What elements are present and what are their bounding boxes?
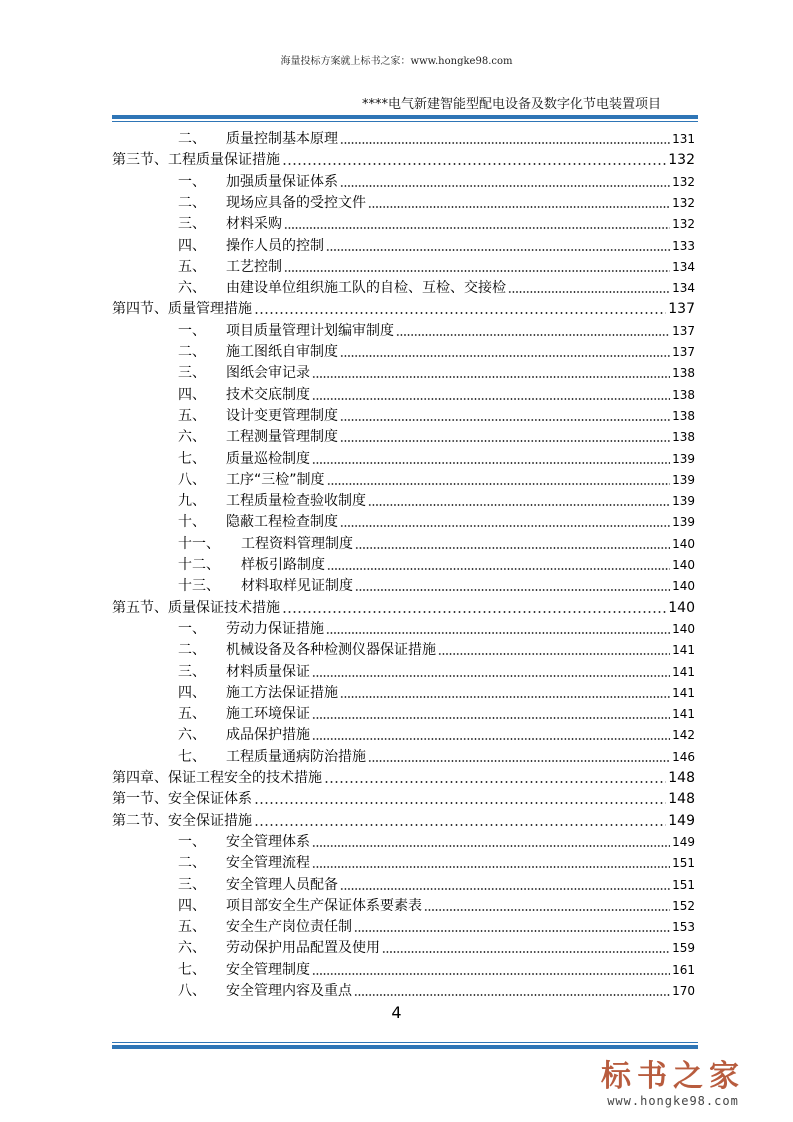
toc-entry[interactable]	[0, 894, 695, 915]
toc-entry-title: 第二节、安全保证措施	[112, 812, 252, 829]
toc-entry-page: 148	[668, 791, 695, 808]
toc-dot-leader	[368, 206, 670, 208]
toc-entry-title: 第四节、质量管理措施	[112, 301, 252, 318]
toc-entry-number: 三、	[178, 365, 206, 382]
toc-entry-title: 第四章、保证工程安全的技术措施	[112, 770, 322, 786]
toc-entry-page: 138	[672, 430, 695, 445]
toc-entry-number: 二、	[178, 855, 206, 872]
toc-entry[interactable]	[0, 660, 695, 681]
toc-dot-leader	[326, 632, 670, 634]
toc-entry-title: 材料质量保证	[226, 663, 310, 680]
toc-entry[interactable]	[0, 873, 695, 894]
toc-dot-leader	[254, 802, 666, 804]
toc-entry[interactable]	[0, 468, 695, 489]
toc-entry-page: 137	[668, 301, 695, 318]
toc-entry-page: 133	[672, 238, 695, 253]
toc-entry[interactable]	[0, 766, 695, 787]
toc-dot-leader	[340, 888, 670, 890]
toc-dot-leader	[340, 419, 670, 421]
toc-entry[interactable]	[0, 383, 695, 404]
toc-dot-leader	[438, 653, 670, 655]
toc-entry-page: 140	[672, 579, 695, 594]
toc-entry-title: 现场应具备的受控文件	[226, 194, 366, 211]
toc-entry-page: 139	[672, 515, 695, 530]
toc-dot-leader	[327, 568, 670, 570]
toc-entry-page: 141	[672, 685, 695, 700]
toc-entry-page: 161	[672, 962, 695, 977]
toc-entry-number: 七、	[178, 748, 206, 765]
toc-entry-page: 132	[672, 174, 695, 189]
footer-rule	[112, 1042, 698, 1049]
toc-dot-leader	[340, 440, 670, 442]
toc-entry-page: 131	[672, 132, 695, 146]
toc-entry-title: 劳动力保证措施	[226, 620, 324, 637]
toc-entry-page: 132	[668, 152, 695, 169]
toc-entry-page: 138	[672, 408, 695, 423]
toc-dot-leader	[368, 504, 670, 506]
toc-entry-page: 141	[672, 707, 695, 722]
toc-entry-title: 工程质量检查验收制度	[226, 493, 366, 510]
toc-dot-leader	[368, 760, 670, 762]
toc-entry-page: 151	[672, 877, 695, 892]
toc-entry[interactable]	[0, 404, 695, 425]
toc-entry-number: 六、	[178, 727, 206, 744]
toc-dot-leader	[508, 291, 670, 293]
toc-entry-title: 工序“三检”制度	[226, 471, 325, 488]
toc-entry-page: 149	[668, 812, 695, 829]
toc-entry[interactable]	[0, 297, 695, 318]
toc-entry-page: 139	[672, 494, 695, 509]
toc-entry-page: 142	[672, 728, 695, 743]
toc-entry-title: 操作人员的控制	[226, 237, 324, 254]
toc-entry-page: 141	[672, 664, 695, 679]
toc-dot-leader	[312, 462, 670, 464]
toc-entry-title: 劳动保护用品配置及使用	[226, 940, 380, 957]
toc-entry[interactable]	[0, 361, 695, 382]
toc-entry-number: 六、	[178, 940, 206, 957]
toc-entry-title: 工艺控制	[226, 258, 282, 275]
toc-entry[interactable]	[0, 191, 695, 212]
toc-entry-page: 141	[672, 643, 695, 658]
toc-entry-title: 施工图纸自审制度	[226, 344, 338, 360]
toc-entry[interactable]	[0, 830, 695, 851]
toc-entry-page: 140	[672, 558, 695, 572]
toc-entry-number: 十一、	[178, 535, 220, 552]
toc-entry-title: 安全管理流程	[226, 855, 310, 872]
toc-entry-number: 五、	[178, 919, 206, 936]
toc-entry[interactable]	[0, 212, 695, 233]
toc-entry[interactable]	[0, 127, 695, 148]
toc-entry-title: 工程测量管理制度	[226, 429, 338, 446]
toc-entry-title: 成品保护措施	[226, 727, 310, 744]
toc-entry-title: 材料采购	[226, 216, 282, 233]
toc-entry-page: 151	[672, 856, 695, 871]
toc-dot-leader	[284, 270, 670, 272]
toc-entry-page: 138	[672, 387, 695, 402]
page-number: 4	[391, 1003, 402, 1022]
toc-entry[interactable]	[0, 319, 695, 340]
toc-entry-page: 153	[672, 920, 695, 935]
toc-entry-title: 机械设备及各种检测仪器保证措施	[226, 642, 436, 659]
toc-entry[interactable]	[0, 915, 695, 936]
toc-entry[interactable]	[0, 617, 695, 638]
toc-dot-leader	[324, 781, 666, 783]
toc-entry[interactable]	[0, 574, 695, 595]
toc-entry-number: 七、	[178, 450, 206, 467]
toc-entry-page: 140	[668, 599, 695, 616]
toc-entry-page: 132	[672, 217, 695, 232]
site-logo	[593, 1060, 753, 1108]
toc-dot-leader	[282, 163, 666, 165]
toc-entry-page: 139	[672, 451, 695, 466]
toc-entry-title: 第五节、质量保证技术措施	[112, 599, 280, 616]
toc-entry-page: 140	[672, 536, 695, 551]
toc-entry-number: 十二、	[178, 557, 220, 573]
toc-dot-leader	[312, 675, 670, 677]
toc-entry-number: 七、	[178, 961, 206, 978]
top-watermark-note: 海量投标方案就上标书之家：www.hongke98.com	[280, 56, 513, 67]
toc-entry-page: 148	[668, 770, 695, 786]
toc-entry-page: 140	[672, 621, 695, 636]
toc-entry-page: 159	[672, 941, 695, 956]
toc-dot-leader	[326, 249, 670, 251]
toc-entry[interactable]	[0, 234, 695, 255]
toc-entry-number: 十三、	[178, 578, 220, 595]
toc-entry[interactable]	[0, 936, 695, 957]
toc-entry-number: 四、	[178, 897, 206, 914]
toc-entry-number: 四、	[178, 237, 206, 254]
toc-dot-leader	[396, 334, 670, 336]
toc-dot-leader	[354, 994, 670, 996]
toc-entry-title: 图纸会审记录	[226, 365, 310, 382]
toc-dot-leader	[355, 589, 670, 591]
toc-entry[interactable]	[0, 148, 695, 169]
toc-entry[interactable]	[0, 745, 695, 766]
toc-entry-page: 170	[672, 984, 695, 998]
toc-entry-number: 二、	[178, 642, 206, 659]
toc-dot-leader	[254, 824, 666, 826]
toc-entry-title: 施工方法保证措施	[226, 684, 338, 701]
toc-dot-leader	[354, 930, 670, 932]
toc-entry-number: 三、	[178, 876, 206, 893]
toc-entry-page: 134	[672, 259, 695, 274]
toc-entry-number: 二、	[178, 194, 206, 211]
toc-dot-leader	[340, 525, 670, 527]
toc-entry-title: 技术交底制度	[226, 386, 310, 403]
toc-entry[interactable]	[0, 447, 695, 468]
toc-dot-leader	[312, 738, 670, 740]
toc-entry-number: 六、	[178, 429, 206, 446]
toc-entry[interactable]	[0, 532, 695, 553]
toc-dot-leader	[355, 547, 670, 549]
toc-entry[interactable]	[0, 787, 695, 808]
toc-entry-title: 项目质量管理计划编审制度	[226, 322, 394, 339]
toc-entry-number: 一、	[178, 322, 206, 339]
toc-entry-number: 三、	[178, 216, 206, 233]
toc-entry-number: 二、	[178, 131, 206, 147]
toc-entry-title: 工程资料管理制度	[241, 535, 353, 552]
toc-dot-leader	[312, 376, 670, 378]
logo-text: 标书之家	[601, 1059, 745, 1094]
toc-dot-leader	[312, 845, 670, 847]
toc-entry[interactable]	[0, 681, 695, 702]
logo-url: www.hongke98.com	[607, 1094, 739, 1108]
toc-entry-number: 四、	[178, 386, 206, 403]
toc-entry[interactable]	[0, 170, 695, 191]
toc-entry[interactable]	[0, 851, 695, 872]
toc-entry[interactable]	[0, 958, 695, 979]
toc-entry-title: 项目部安全生产保证体系要素表	[226, 897, 422, 914]
toc-entry-title: 加强质量保证体系	[226, 173, 338, 190]
toc-entry[interactable]	[0, 979, 695, 1000]
toc-entry[interactable]	[0, 638, 695, 659]
toc-entry-number: 一、	[178, 833, 206, 850]
toc-dot-leader	[340, 142, 670, 144]
toc-entry-title: 安全管理制度	[226, 961, 310, 978]
toc-entry[interactable]	[0, 255, 695, 276]
toc-entry[interactable]	[0, 489, 695, 510]
toc-dot-leader	[284, 227, 670, 229]
toc-entry-title: 质量控制基本原理	[226, 131, 338, 147]
toc-entry-page: 138	[672, 366, 695, 381]
toc-entry-title: 安全管理内容及重点	[226, 983, 352, 999]
toc-dot-leader	[382, 951, 670, 953]
toc-entry[interactable]	[0, 425, 695, 446]
toc-entry-page: 149	[672, 834, 695, 849]
toc-entry-page: 137	[672, 323, 695, 338]
toc-dot-leader	[312, 398, 670, 400]
toc-entry-number: 八、	[178, 471, 206, 488]
toc-entry-page: 134	[672, 281, 695, 296]
toc-dot-leader	[282, 611, 666, 613]
toc-entry[interactable]	[0, 809, 695, 830]
toc-entry-title: 安全生产岗位责任制	[226, 919, 352, 936]
toc-entry[interactable]	[0, 596, 695, 617]
toc-entry-number: 一、	[178, 173, 206, 190]
toc-entry-page: 139	[672, 472, 695, 487]
toc-dot-leader	[312, 973, 670, 975]
toc-entry-number: 五、	[178, 706, 206, 723]
toc-entry-page: 137	[672, 345, 695, 359]
document-header-title: ****电气新建智能型配电设备及数字化节电装置项目	[361, 97, 661, 112]
toc-entry-title: 安全管理人员配备	[226, 876, 338, 893]
toc-entry-page: 152	[672, 898, 695, 913]
toc-entry-title: 工程质量通病防治措施	[226, 748, 366, 765]
toc-entry-title: 第一节、安全保证体系	[112, 791, 252, 808]
toc-entry-number: 六、	[178, 280, 206, 297]
toc-entry-title: 第三节、工程质量保证措施	[112, 152, 280, 169]
toc-dot-leader	[340, 355, 670, 357]
toc-entry-number: 三、	[178, 663, 206, 680]
toc-entry-number: 九、	[178, 493, 206, 510]
toc-dot-leader	[312, 717, 670, 719]
toc-entry-number: 五、	[178, 407, 206, 424]
toc-entry-title: 安全管理体系	[226, 833, 310, 850]
toc-entry-title: 设计变更管理制度	[226, 407, 338, 424]
toc-entry-title: 由建设单位组织施工队的自检、互检、交接检	[226, 280, 506, 297]
toc-entry-number: 八、	[178, 983, 206, 999]
toc-entry-page: 146	[672, 749, 695, 764]
toc-entry-number: 二、	[178, 344, 206, 360]
toc-entry-page: 132	[672, 195, 695, 210]
toc-dot-leader	[312, 866, 670, 868]
toc-entry-title: 隐蔽工程检查制度	[226, 514, 338, 531]
toc-entry-title: 施工环境保证	[226, 706, 310, 723]
toc-entry[interactable]	[0, 510, 695, 531]
toc-dot-leader	[254, 312, 666, 314]
toc-entry[interactable]	[0, 702, 695, 723]
header-rule	[112, 115, 698, 122]
toc-dot-leader	[424, 909, 670, 911]
toc-entry-number: 一、	[178, 620, 206, 637]
toc-entry-number: 十、	[178, 514, 206, 531]
toc-entry[interactable]	[0, 553, 695, 574]
toc-entry-title: 质量巡检制度	[226, 450, 310, 467]
toc-entry[interactable]	[0, 723, 695, 744]
toc-entry-number: 四、	[178, 684, 206, 701]
toc-dot-leader	[340, 696, 670, 698]
toc-dot-leader	[327, 483, 671, 485]
toc-entry[interactable]	[0, 340, 695, 361]
toc-entry-number: 五、	[178, 258, 206, 275]
toc-entry[interactable]	[0, 276, 695, 297]
toc-entry-title: 材料取样见证制度	[241, 578, 353, 595]
toc-dot-leader	[340, 185, 670, 187]
toc-entry-title: 样板引路制度	[241, 557, 325, 573]
